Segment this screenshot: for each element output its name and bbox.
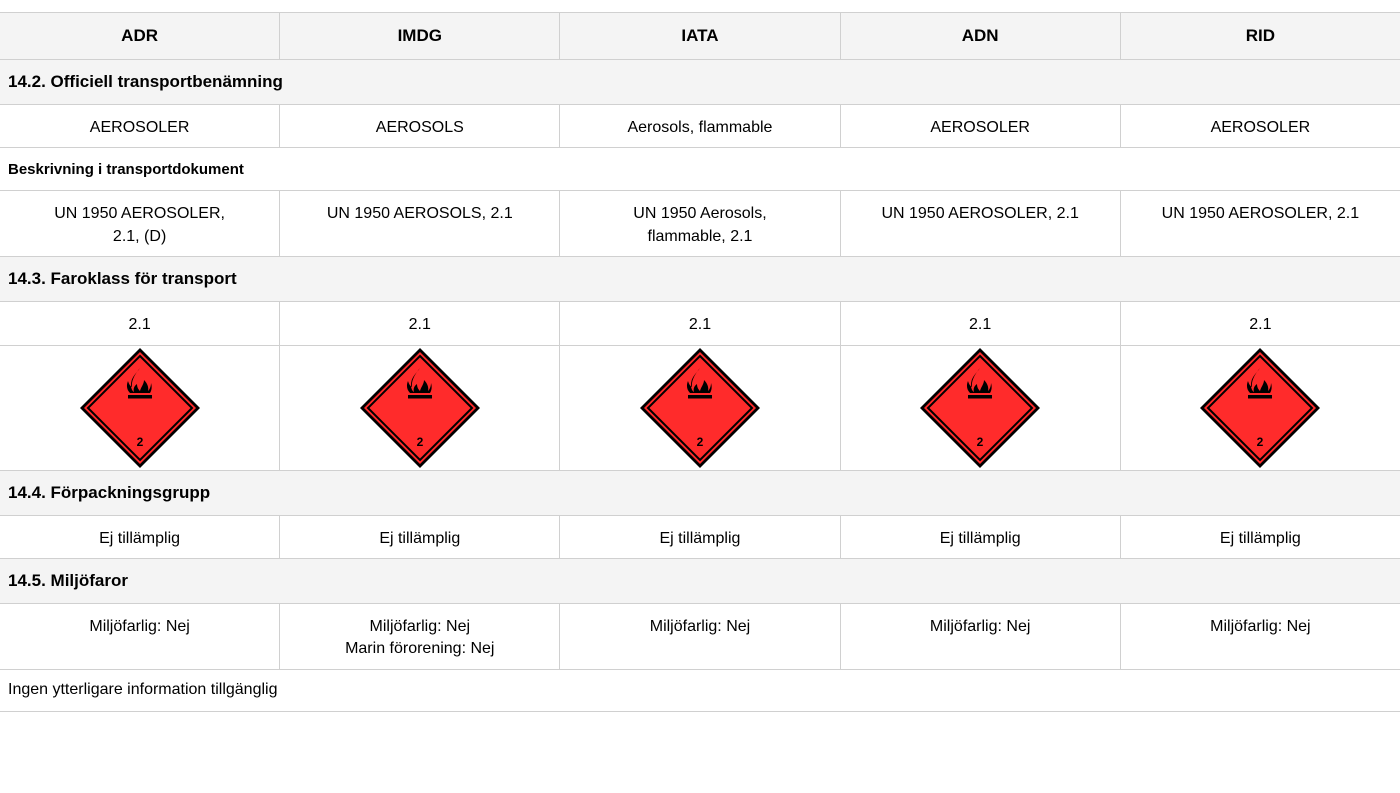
column-header-rid: RID bbox=[1120, 13, 1400, 60]
header-row bbox=[0, 13, 1400, 60]
section-title-environment: 14.5. Miljöfaror bbox=[0, 558, 1400, 603]
environment-line: Miljöfarlig: Nej bbox=[649, 617, 751, 635]
environment-line: Miljöfarlig: Nej bbox=[369, 617, 471, 635]
hazard-class-rid: 2.1 bbox=[1120, 302, 1400, 345]
section-row bbox=[0, 60, 1400, 105]
note-row bbox=[0, 669, 1400, 711]
description-line: UN 1950 AEROSOLER, 2.1 bbox=[1161, 205, 1360, 223]
hazard-class-iata: 2.1 bbox=[560, 302, 840, 345]
environment-line: Marin förorening: Nej bbox=[345, 640, 495, 658]
section-title-hazard-class: 14.3. Faroklass för transport bbox=[0, 257, 1400, 302]
environment-adr bbox=[0, 603, 280, 669]
flammable-gas-label-icon bbox=[1198, 346, 1322, 470]
shipping-name-rid: AEROSOLER bbox=[1120, 105, 1400, 148]
description-imdg bbox=[280, 191, 560, 257]
footer-note: Ingen ytterligare information tillgänglig bbox=[0, 669, 1400, 711]
column-header-adr: ADR bbox=[0, 13, 280, 60]
subsection-title-description: Beskrivning i transportdokument bbox=[0, 148, 1400, 191]
environment-iata bbox=[560, 603, 840, 669]
table-row bbox=[0, 105, 1400, 148]
section-row bbox=[0, 257, 1400, 302]
packing-group-iata: Ej tillämplig bbox=[560, 515, 840, 558]
table-row bbox=[0, 603, 1400, 669]
section-row bbox=[0, 470, 1400, 515]
transport-info-table bbox=[0, 12, 1400, 712]
flammable-gas-label-icon bbox=[638, 346, 762, 470]
description-line: UN 1950 AEROSOLER, 2.1 bbox=[881, 205, 1079, 223]
shipping-name-imdg: AEROSOLS bbox=[280, 105, 560, 148]
environment-line: Miljöfarlig: Nej bbox=[89, 617, 190, 635]
environment-adn bbox=[840, 603, 1120, 669]
description-rid bbox=[1120, 191, 1400, 257]
shipping-name-adr: AEROSOLER bbox=[0, 105, 280, 148]
section-title-shipping-name: 14.2. Officiell transportbenämning bbox=[0, 60, 1400, 105]
flammable-gas-label-icon bbox=[918, 346, 1042, 470]
description-adn bbox=[840, 191, 1120, 257]
section-title-packing-group: 14.4. Förpackningsgrupp bbox=[0, 470, 1400, 515]
packing-group-rid: Ej tillämplig bbox=[1120, 515, 1400, 558]
hazard-label-cell-adn bbox=[840, 345, 1120, 470]
hazard-label-cell-adr bbox=[0, 345, 280, 470]
column-header-adn: ADN bbox=[840, 13, 1120, 60]
description-line: 2.1, (D) bbox=[112, 227, 167, 245]
flammable-gas-label-icon bbox=[358, 346, 482, 470]
description-iata bbox=[560, 191, 840, 257]
environment-line: Miljöfarlig: Nej bbox=[929, 617, 1031, 635]
table-row bbox=[0, 515, 1400, 558]
shipping-name-iata: Aerosols, flammable bbox=[560, 105, 840, 148]
hazard-label-cell-rid bbox=[1120, 345, 1400, 470]
packing-group-adr: Ej tillämplig bbox=[0, 515, 280, 558]
table-row bbox=[0, 302, 1400, 345]
table-row bbox=[0, 191, 1400, 257]
flammable-gas-label-icon bbox=[78, 346, 202, 470]
description-line: UN 1950 AEROSOLS, 2.1 bbox=[326, 205, 513, 223]
packing-group-imdg: Ej tillämplig bbox=[280, 515, 560, 558]
column-header-iata: IATA bbox=[560, 13, 840, 60]
description-line: UN 1950 Aerosols, bbox=[633, 205, 767, 223]
subsection-row bbox=[0, 148, 1400, 191]
description-adr bbox=[0, 191, 280, 257]
hazard-class-adn: 2.1 bbox=[840, 302, 1120, 345]
hazard-label-row bbox=[0, 345, 1400, 470]
hazard-label-cell-iata bbox=[560, 345, 840, 470]
environment-imdg bbox=[280, 603, 560, 669]
hazard-class-imdg: 2.1 bbox=[280, 302, 560, 345]
packing-group-adn: Ej tillämplig bbox=[840, 515, 1120, 558]
environment-rid bbox=[1120, 603, 1400, 669]
environment-line: Miljöfarlig: Nej bbox=[1210, 617, 1311, 635]
hazard-class-adr: 2.1 bbox=[0, 302, 280, 345]
column-header-imdg: IMDG bbox=[280, 13, 560, 60]
description-line: flammable, 2.1 bbox=[647, 227, 753, 245]
shipping-name-adn: AEROSOLER bbox=[840, 105, 1120, 148]
section-row bbox=[0, 558, 1400, 603]
description-line: UN 1950 AEROSOLER, bbox=[54, 205, 225, 223]
hazard-label-cell-imdg bbox=[280, 345, 560, 470]
